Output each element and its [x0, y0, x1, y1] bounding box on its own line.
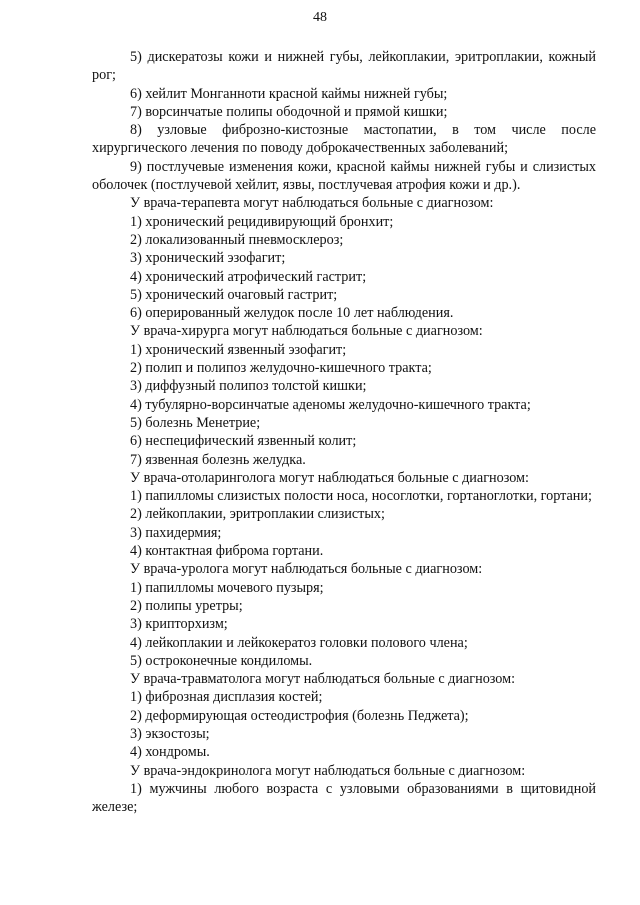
paragraph: 8) узловые фиброзно-кистозные мастопатии, в том числе после хирургического лечения по поводу доброкачественных заболеваний; [92, 122, 596, 157]
paragraph: 4) тубулярно-ворсинчатые аденомы желудочно-кишечного тракта; [130, 396, 531, 413]
paragraph: 1) мужчины любого возраста с узловыми образованиями в щитовидной железе; [92, 780, 596, 816]
section-heading: У врача-уролога могут наблюдаться больные с диагнозом: [130, 561, 483, 578]
paragraph: 4) хронический атрофический гастрит; [130, 268, 367, 285]
paragraph: 3) экзостозы; [130, 725, 210, 742]
paragraph: 3) хронический эзофагит; [130, 250, 286, 267]
paragraph: 4) лейкоплакии и лейкокератоз головки полового члена; [130, 634, 468, 651]
paragraph: 1) хронический язвенный эзофагит; [130, 341, 347, 358]
page-number: 48 [313, 10, 327, 25]
paragraph: 2) лейкоплакии, эритроплакии слизистых; [130, 506, 385, 523]
paragraph: 5) остроконечные кондиломы. [130, 652, 313, 669]
paragraph: 2) деформирующая остеодистрофия (болезнь Педжета); [130, 707, 469, 724]
paragraph: 7) язвенная болезнь желудка. [130, 451, 306, 468]
paragraph: 4) контактная фиброма гортани. [130, 543, 324, 560]
paragraph: 1) папилломы мочевого пузыря; [130, 579, 324, 596]
paragraph: 5) дискератозы кожи и нижней губы, лейкоплакии, эритроплакии, кожный рог; [92, 49, 596, 84]
paragraph: 3) крипторхизм; [130, 616, 228, 633]
section-heading: У врача-терапевта могут наблюдаться больные с диагнозом: [130, 195, 494, 212]
section-heading: У врача-хирурга могут наблюдаться больные с диагнозом: [130, 323, 483, 340]
paragraph: 6) неспецифический язвенный колит; [130, 433, 357, 450]
paragraph: 1) хронический рецидивирующий бронхит; [130, 213, 394, 230]
section-heading: У врача-отоларинголога могут наблюдаться больные с диагнозом: [130, 469, 529, 486]
paragraph: 7) ворсинчатые полипы ободочной и прямой кишки; [130, 103, 448, 120]
paragraph: 5) болезнь Менетрие; [130, 414, 261, 431]
paragraph: 2) полипы уретры; [130, 597, 243, 614]
paragraph: 3) пахидермия; [130, 524, 222, 541]
paragraph: 2) полип и полипоз желудочно-кишечного тракта; [130, 360, 432, 377]
paragraph: 1) папилломы слизистых полости носа, носоглотки, гортаноглотки, гортани; [130, 488, 592, 505]
paragraph: 3) диффузный полипоз толстой кишки; [130, 378, 367, 395]
section-heading: У врача-эндокринолога могут наблюдаться больные с диагнозом: [130, 762, 526, 779]
paragraph: 1) фиброзная дисплазия костей; [130, 689, 323, 706]
paragraph: 6) оперированный желудок после 10 лет наблюдения. [130, 305, 454, 322]
paragraph: 9) постлучевые изменения кожи, красной каймы нижней губы и слизистых оболочек (постлучевой хейлит, язвы, постлучевая атрофия кожи и др.). [92, 158, 596, 194]
paragraph: 6) хейлит Монганноти красной каймы нижней губы; [130, 85, 448, 102]
paragraph: 5) хронический очаговый гастрит; [130, 286, 338, 303]
paragraph: 2) локализованный пневмосклероз; [130, 231, 344, 248]
document-body [92, 48, 596, 816]
paragraph: 4) хондромы. [130, 744, 210, 761]
section-heading: У врача-травматолога могут наблюдаться больные с диагнозом: [130, 671, 516, 688]
